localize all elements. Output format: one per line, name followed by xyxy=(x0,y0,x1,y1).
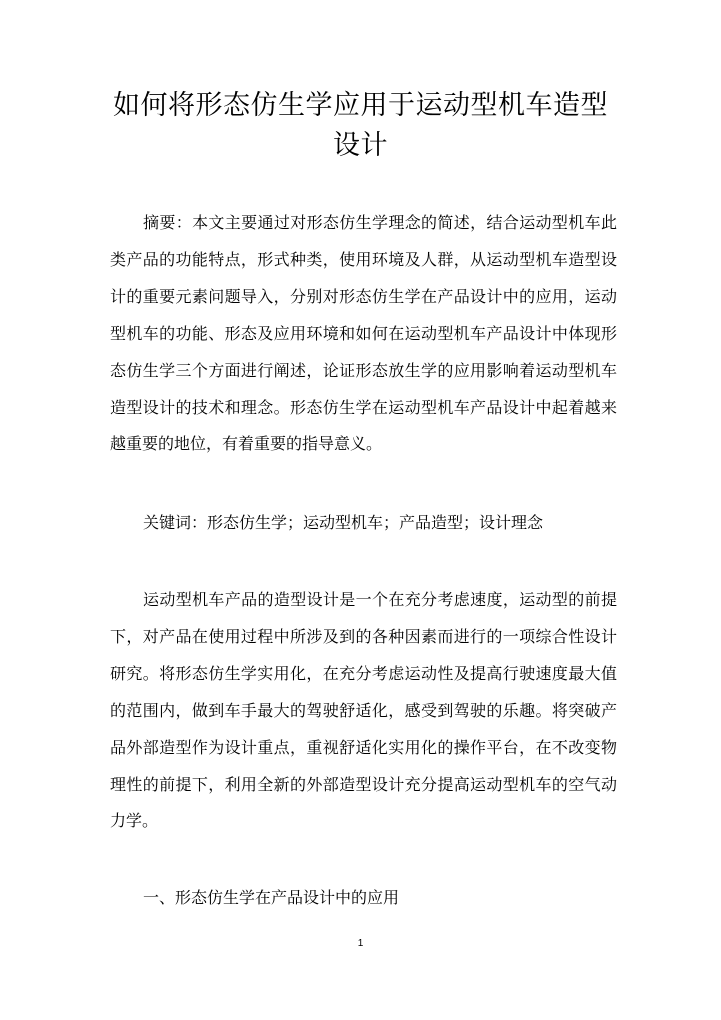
body-paragraph: 运动型机车产品的造型设计是一个在充分考虑速度，运动型的前提下，对产品在使用过程中所涉及到的各种因素而进行的一项综合性设计研究。将形态仿生学实用化，在充分考虑运动性及提高行驶速度最大值的范围内，做到车手最大的驾驶舒适化，感受到驾驶的乐趣。将突破产品外部造型作为设计重点，重视舒适化实用化的操作平台，在不改变物理性的前提下，利用全新的外部造型设计充分提高运动型机车的空气动力学。 xyxy=(110,590,617,831)
page-number: 1 xyxy=(357,938,364,949)
document-title: 如何将形态仿生学应用于运动型机车造型设计 xyxy=(113,90,608,161)
abstract-paragraph: 摘要：本文主要通过对形态仿生学理念的简述，结合运动型机车此类产品的功能特点，形式种类，使用环境及人群，从运动型机车造型设计的重要元素问题导入，分别对形态仿生学在产品设计中的应用，运动型机车的功能、形态及应用环境和如何在运动型机车产品设计中体现形态仿生学三个方面进行阐述，论证形态放生学的应用影响着运动型机车造型设计的技术和理念。形态仿生学在运动型机车产品设计中起着越来越重要的地位，有着重要的指导意义。 xyxy=(110,213,617,454)
section-heading: 一、形态仿生学在产品设计中的应用 xyxy=(143,888,400,907)
keywords-paragraph: 关键词：形态仿生学；运动型机车；产品造型；设计理念 xyxy=(143,513,544,532)
